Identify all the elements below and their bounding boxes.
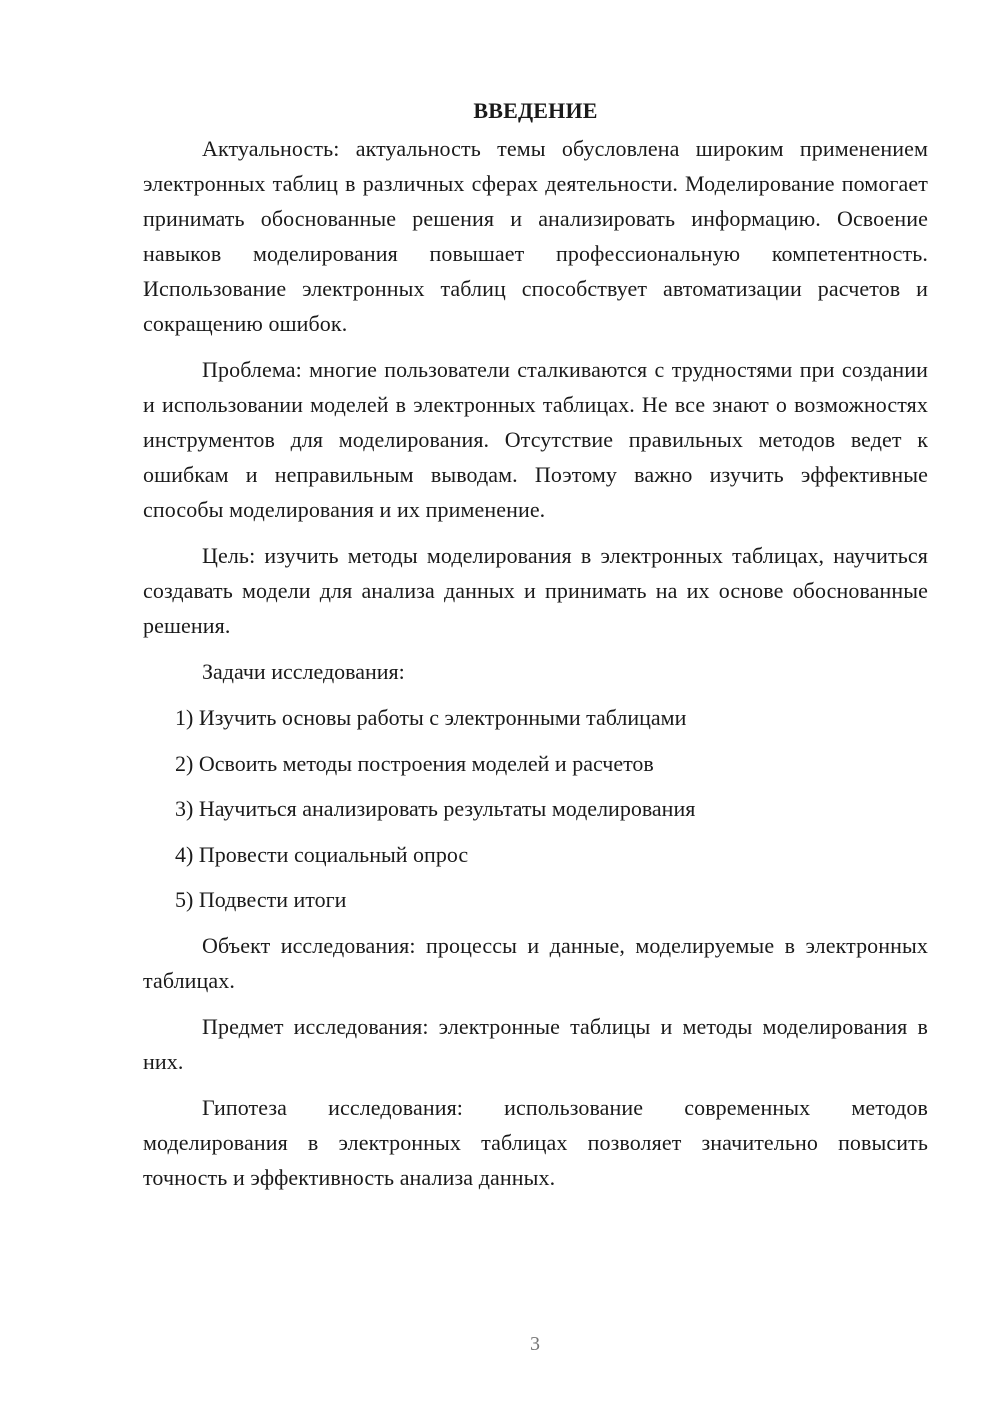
tasks-list	[143, 700, 928, 917]
task-item: 5) Подвести итоги	[175, 887, 347, 912]
goal-paragraph: Цель: изучить методы моделирования в электронных таблицах, научиться создавать модели для анализа данных и принимать на их основе обоснованные решения.	[143, 543, 928, 638]
hypothesis-paragraph: Гипотеза исследования: использование современных методов моделирования в электронных таблицах позволяет значительно повысить точность и эффективность анализа данных.	[143, 1094, 928, 1190]
task-item: 4) Провести социальный опрос	[175, 841, 469, 867]
relevance-paragraph: Актуальность: актуальность темы обусловлена широким применением электронных таблиц в различных сферах деятельности. Моделирование помогает принимать обоснованные решения и анализировать информацию. Освоение навыков моделирования повышает профессиональную компетентность. Использование электронных таблиц способствует автоматизации расчетов и сокращению ошибок.	[143, 136, 928, 336]
subject-paragraph: Предмет исследования: электронные таблицы и методы моделирования в них.	[143, 1013, 928, 1074]
task-item: 3) Научиться анализировать результаты моделирования	[175, 796, 696, 821]
task-item: 2) Освоить методы построения моделей и расчетов	[175, 750, 654, 776]
task-item: 1) Изучить основы работы с электронными таблицами	[175, 705, 687, 730]
object-paragraph: Объект исследования: процессы и данные, моделируемые в электронных таблицах.	[143, 932, 928, 993]
document-page	[143, 93, 928, 1206]
tasks-heading: Задачи исследования:	[202, 659, 405, 684]
page-number: 3	[530, 1333, 540, 1355]
problem-paragraph: Проблема: многие пользователи сталкиваются с трудностями при создании и использовании моделей в электронных таблицах. Не все знают о возможностях инструментов для моделирования. Отсутствие правильных методов ведет к ошибкам и неправильным выводам. Поэтому важно изучить эффективные способы моделирования и их применение.	[143, 357, 928, 522]
document-title: ВВЕДЕНИЕ	[473, 98, 598, 123]
